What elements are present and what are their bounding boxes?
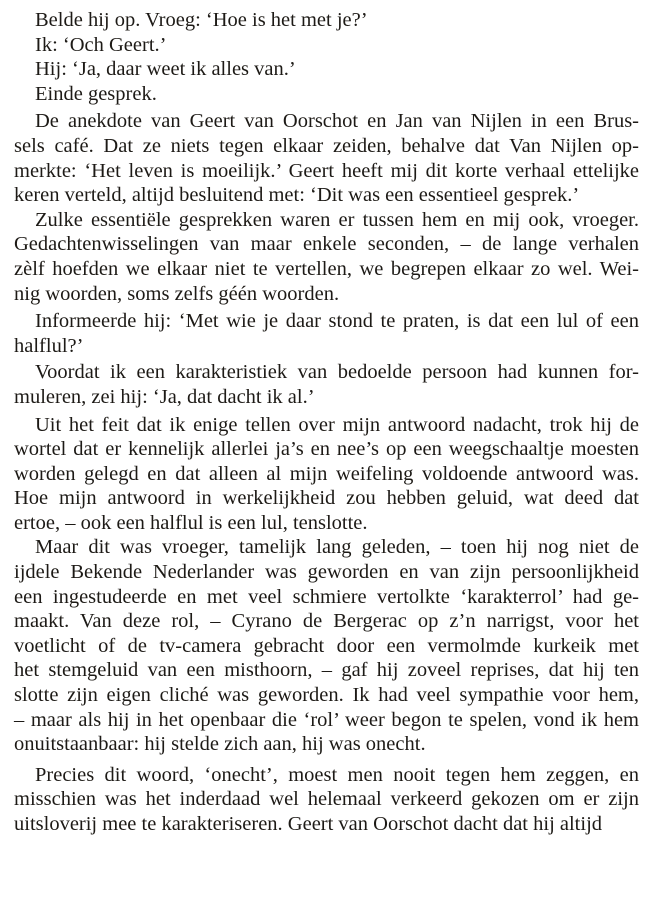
text-line: slotte zijn eigen cliché was geworden. Ik had veel sympathie voor hem, <box>14 684 639 707</box>
paragraph <box>14 33 639 58</box>
paragraph <box>14 208 639 306</box>
text-line: – maar als hij in het openbaar die ‘rol’ weer begon te spelen, vond ik hem <box>14 708 639 731</box>
text-line: Precies dit woord, ‘onecht’, moest men nooit tegen hem zeggen, en <box>35 763 639 786</box>
paragraph <box>14 8 639 33</box>
paragraph <box>14 535 639 756</box>
paragraph <box>14 763 639 837</box>
text-line: Ik: ‘Och Geert.’ <box>35 33 167 56</box>
text-line: Uit het feit dat ik enige tellen over mijn antwoord nadacht, trok hij de <box>35 413 639 436</box>
text-line: merkte: ‘Het leven is moeilijk.’ Geert heeft mij dit korte verhaal ettelijke <box>14 159 639 182</box>
paragraph <box>14 413 639 536</box>
text-line: Einde gesprek. <box>35 82 157 105</box>
text-line: Gedachtenwisselingen van maar enkele seconden, – de lange verhalen <box>14 233 639 256</box>
text-line: keren verteld, altijd besluitend met: ‘Dit was een essentieel gesprek.’ <box>14 184 580 207</box>
text-line: muleren, zei hij: ‘Ja, dat dacht ik al.’ <box>14 385 315 408</box>
paragraph <box>14 82 639 107</box>
paragraph <box>14 360 639 409</box>
text-line: uitsloverij mee te karakteriseren. Geert van Oorschot dacht dat hij altijd <box>14 813 603 835</box>
text-line: sels café. Dat ze niets tegen elkaar zeiden, behalve dat Van Nijlen op- <box>14 134 639 157</box>
text-line: voetlicht of de tv-camera gebracht door een vermolmde kurkeik met <box>14 634 639 657</box>
paragraph <box>14 309 639 358</box>
text-line: het stemgeluid van een misthoorn, – gaf hij zoveel reprises, dat hij ten <box>14 659 639 682</box>
text-line: nig woorden, soms zelfs géén woorden. <box>14 282 340 305</box>
text-line: wortel dat er kennelijk allerlei ja’s en nee’s op een weegschaaltje moesten <box>14 438 639 461</box>
text-line: Zulke essentiële gesprekken waren er tussen hem en mij ook, vroeger. <box>35 208 639 231</box>
text-line: De anekdote van Geert van Oorschot en Jan van Nijlen in een Brus- <box>35 110 639 133</box>
text-line: zèlf hoefden we elkaar niet te vertellen, we begrepen elkaar zo wel. Wei- <box>14 257 639 280</box>
text-line: misschien was het inderdaad wel helemaal verkeerd gekozen om er zijn <box>14 788 639 811</box>
text-line: Hij: ‘Ja, daar weet ik alles van.’ <box>35 58 296 81</box>
text-line: Belde hij op. Vroeg: ‘Hoe is het met je?’ <box>35 9 368 31</box>
paragraph <box>14 57 639 82</box>
text-line: onuitstaanbaar: hij stelde zich aan, hij was onecht. <box>14 733 426 756</box>
paragraph <box>14 109 639 207</box>
text-line: ijdele Bekende Nederlander was geworden en van zijn persoonlijkheid <box>14 561 639 584</box>
book-page <box>14 8 639 837</box>
text-line: halflul?’ <box>14 334 84 357</box>
text-line: Hoe mijn antwoord in werkelijkheid zou hebben geluid, wat deed dat <box>14 487 639 510</box>
text-line: Voordat ik een karakteristiek van bedoelde persoon had kunnen for- <box>35 361 639 384</box>
text-line: ertoe, – ook een halflul is een lul, tenslotte. <box>14 511 368 534</box>
text-line: Maar dit was vroeger, tamelijk lang geleden, – toen hij nog niet de <box>35 536 639 559</box>
text-line: worden gelegd en dat alleen al mijn weifeling voldoende antwoord was. <box>14 462 639 485</box>
text-line: Informeerde hij: ‘Met wie je daar stond te praten, is dat een lul of een <box>35 310 639 333</box>
text-line: een ingestudeerde en met veel schmiere vertolkte ‘karakterrol’ had ge- <box>14 585 639 608</box>
text-line: maakt. Van deze rol, – Cyrano de Bergerac op z’n narrigst, voor het <box>14 610 639 633</box>
